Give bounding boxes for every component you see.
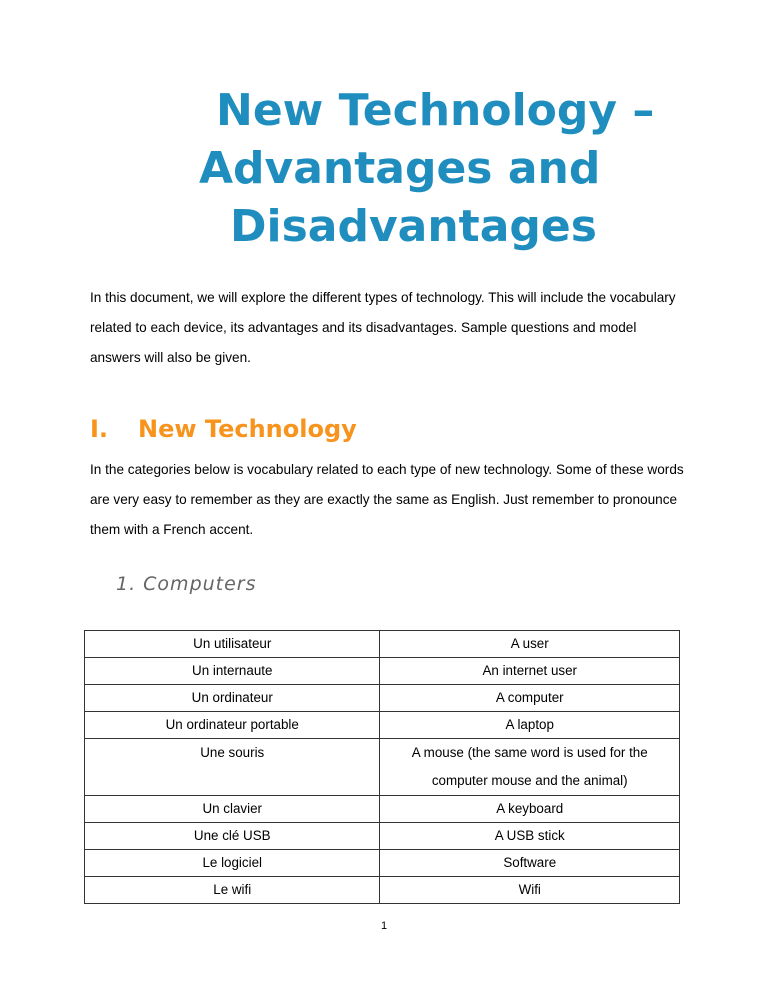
section-number: I. [90,415,109,443]
english-term: A user [380,631,680,658]
table-row [85,850,680,877]
page-number: 1 [380,920,388,932]
english-term: An internet user [380,658,680,685]
french-term: Le wifi [85,877,380,904]
english-term: A USB stick [380,823,680,850]
table-row [85,739,680,796]
french-term: Une clé USB [85,823,380,850]
english-term: Wifi [380,877,680,904]
english-term: A laptop [380,712,680,739]
section-paragraph: In the categories below is vocabulary related to each type of new technology. Some of these words are very easy to remember as they are exactly the same as English. Just remember to pronounce them with a French accent. [90,462,684,537]
title-line-3: Disadvantages [230,201,597,252]
english-term: A mouse (the same word is used for the computer mouse and the animal) [380,739,680,796]
table-row [85,796,680,823]
table-row [85,712,680,739]
section-title: New Technology [138,415,357,443]
table-row [85,823,680,850]
subsection-heading: 1. Computers [116,573,257,595]
english-term: A keyboard [380,796,680,823]
intro-paragraph: In this document, we will explore the different types of technology. This will include the vocabulary related to each device, its advantages and its disadvantages. Sample questions and model answers will also be given. [90,290,676,365]
english-term: Software [380,850,680,877]
french-term: Une souris [85,739,380,796]
table-row [85,685,680,712]
french-term: Un ordinateur portable [85,712,380,739]
section-heading [90,412,357,446]
title-line-1: New Technology – [216,85,655,136]
french-term: Un clavier [85,796,380,823]
table-row [85,658,680,685]
table-row [85,877,680,904]
french-term: Un internaute [85,658,380,685]
table-row [85,631,680,658]
french-term: Un utilisateur [85,631,380,658]
vocabulary-table [84,630,680,904]
english-term: A computer [380,685,680,712]
french-term: Un ordinateur [85,685,380,712]
title-line-2: Advantages and [199,143,601,194]
french-term: Le logiciel [85,850,380,877]
